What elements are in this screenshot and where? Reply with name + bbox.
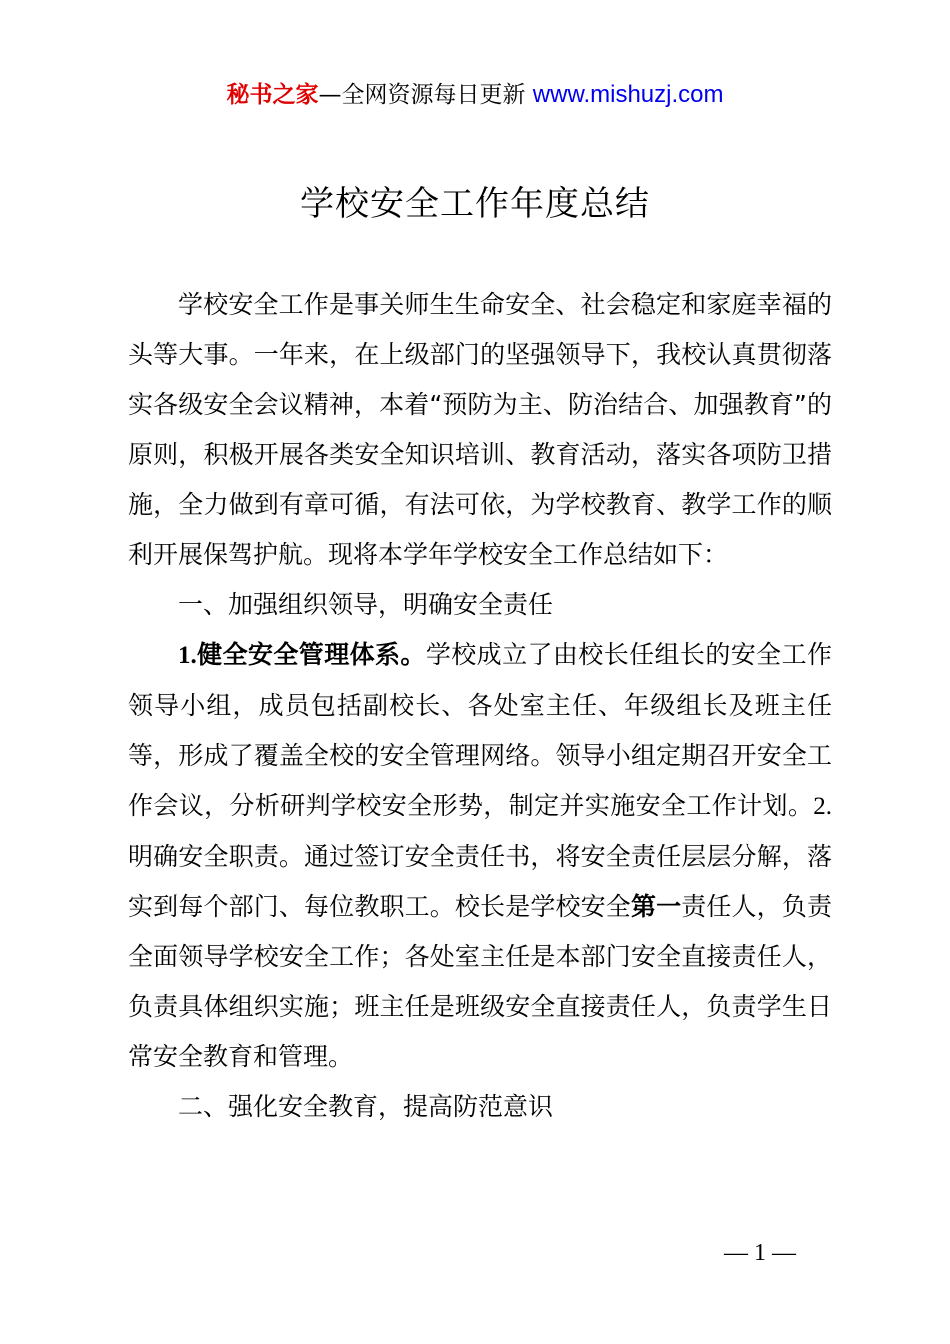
item-text: 学校成立了由校长任组长的安全工作领导小组，成员包括副校长、各处室主任、年级组长及班主任等，形成了覆盖全校的安全管理网络。领导小组定期召开安全工作会议，分析研判学校安全形势，制定并实施安全工作计划。 [128, 640, 832, 820]
bold-emphasis: 第一 [630, 892, 682, 921]
section-heading-1: 一、加强组织领导，明确安全责任 [178, 590, 554, 619]
header-slogan: —全网资源每日更新 [318, 82, 533, 108]
item-paragraph [128, 630, 832, 1082]
item-number: 1. [178, 642, 197, 669]
section-heading-2: 二、强化安全教育，提高防范意识 [178, 1092, 554, 1121]
intro-paragraph: 学校安全工作是事关师生生命安全、社会稳定和家庭幸福的头等大事。一年来，在上级部门的坚强领导下，我校认真贯彻落实各级安全会议精神，本着“预防为主、防治结合、加强教育”的原则，积极开展各类安全知识培训、教育活动，落实各项防卫措施，全力做到有章可循，有法可依，为学校教育、教学工作的顺利开展保驾护航。现将本学年学校安全工作总结如下： [128, 290, 832, 569]
item-text: 明确安全职责。通过签订安全责任书，将安全责任层层分解，落实到每个部门、每位教职工。校长是学校安全 [128, 842, 832, 921]
site-url-link[interactable]: www.mishuzj.com [532, 81, 724, 108]
item-number: 2. [813, 793, 832, 820]
page-number: — 1 — [724, 1240, 796, 1266]
brand-name: 秘书之家 [226, 82, 319, 108]
document-body [128, 280, 832, 1132]
site-header [0, 78, 950, 112]
document-title: 学校安全工作年度总结 [300, 184, 650, 224]
item-text: 责任人，负责全面领导学校安全工作；各处室主任是本部门安全直接责任人，负责具体组织实施；班主任是班级安全直接责任人，负责学生日常安全教育和管理。 [128, 892, 832, 1071]
item-bold-heading: 健全安全管理体系。 [196, 640, 426, 669]
